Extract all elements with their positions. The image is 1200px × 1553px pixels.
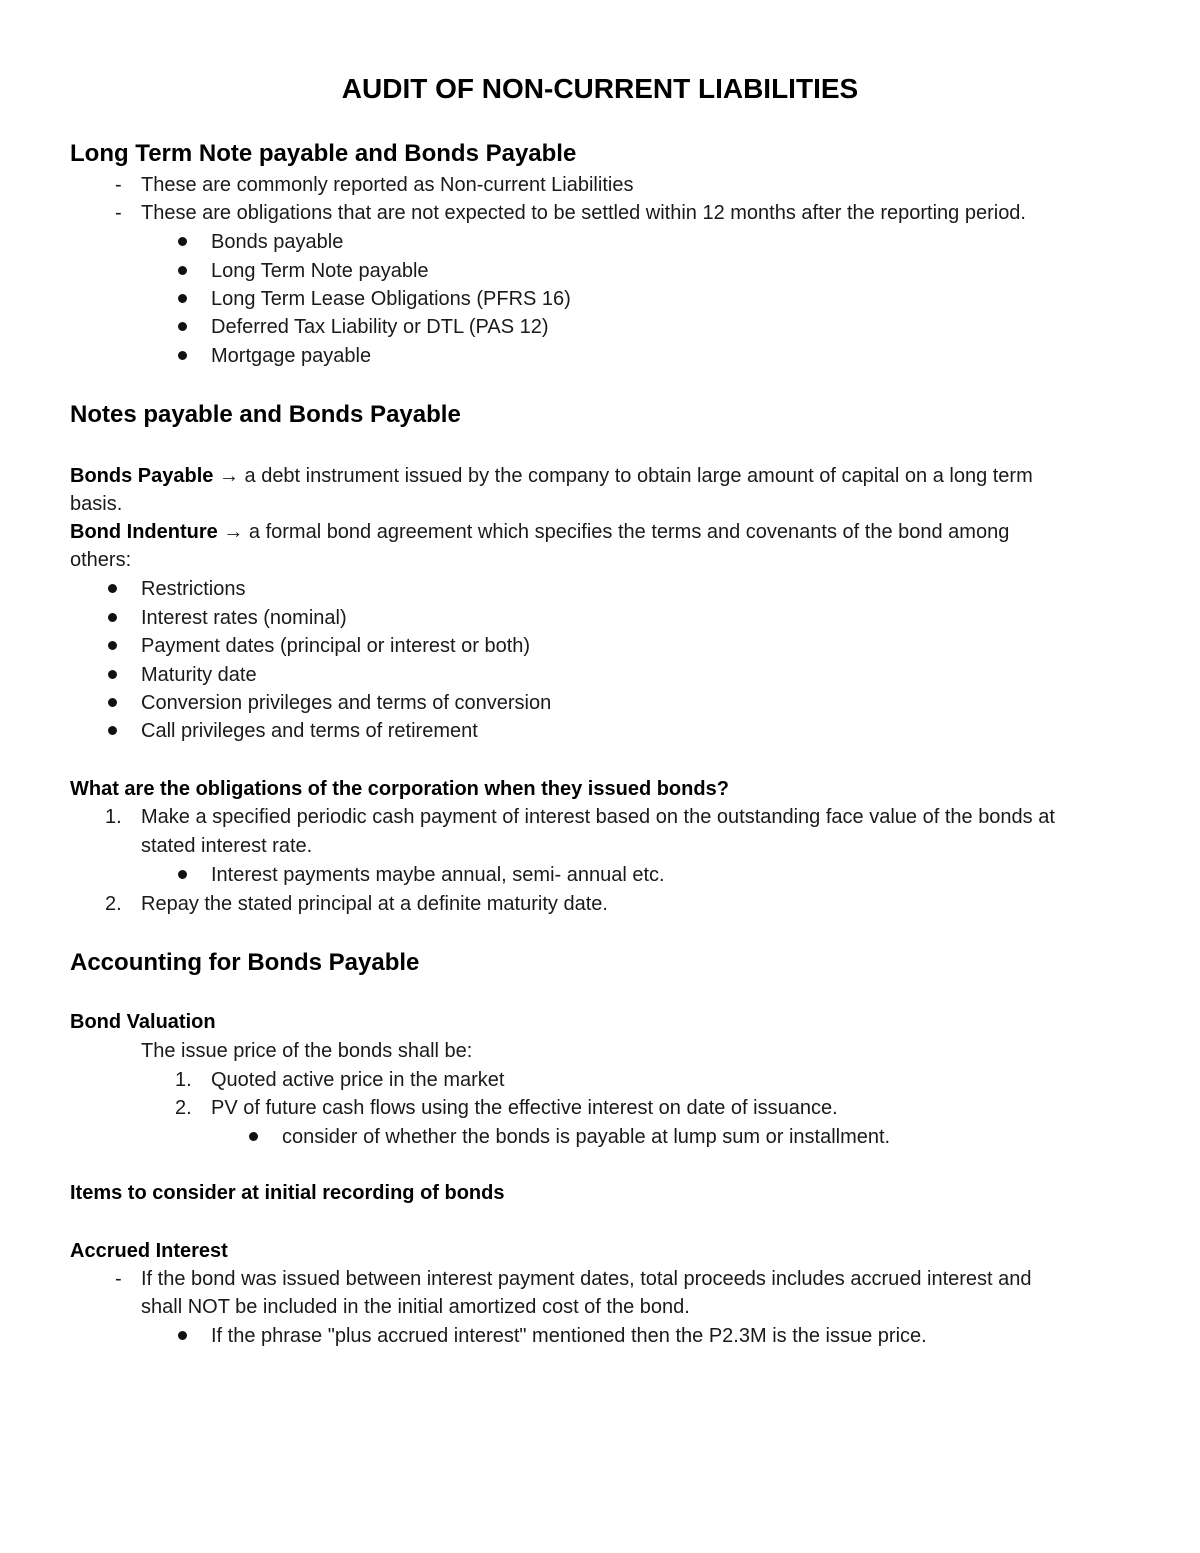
bullet-icon <box>178 266 187 275</box>
list-item: Conversion privileges and terms of conversion <box>141 692 552 714</box>
list-number: 1. <box>175 1069 192 1091</box>
dash-item: If the bond was issued between interest payment dates, total proceeds includes accrued interest and <box>141 1268 1032 1290</box>
numbered-item-continued: stated interest rate. <box>141 835 313 857</box>
subheading-bond-valuation: Bond Valuation <box>70 1011 216 1033</box>
dash-item: These are obligations that are not expected to be settled within 12 months after the reporting period. <box>141 202 1026 224</box>
list-number: 1. <box>105 806 122 828</box>
bullet-icon <box>178 294 187 303</box>
numbered-item: Quoted active price in the market <box>211 1069 505 1091</box>
list-item: If the phrase "plus accrued interest" mentioned then the P2.3M is the issue price. <box>211 1325 927 1347</box>
list-item: Long Term Lease Obligations (PFRS 16) <box>211 288 571 310</box>
subheading-initial-recording: Items to consider at initial recording of bonds <box>70 1182 505 1204</box>
list-item: Interest payments maybe annual, semi- annual etc. <box>211 864 665 886</box>
list-item: Payment dates (principal or interest or both) <box>141 635 531 657</box>
section-heading-accounting: Accounting for Bonds Payable <box>70 949 420 976</box>
document-title: AUDIT OF NON-CURRENT LIABILITIES <box>341 73 859 104</box>
dash-item-continued: shall NOT be included in the initial amortized cost of the bond. <box>141 1296 690 1318</box>
bullet-icon <box>178 870 187 879</box>
dash-marker: - <box>115 1268 122 1290</box>
definition-text-continued: others: <box>70 549 132 571</box>
bullet-icon <box>108 613 117 622</box>
definition-text: → a debt instrument issued by the company to obtain large amount of capital on a long term <box>218 465 1033 487</box>
definition-bond-indenture <box>70 520 1009 544</box>
definition-term: Bonds Payable <box>70 465 214 487</box>
dash-item: These are commonly reported as Non-current Liabilities <box>141 174 634 196</box>
definition-term: Bond Indenture <box>70 521 218 543</box>
question-heading: What are the obligations of the corporation when they issued bonds? <box>70 778 729 800</box>
list-number: 2. <box>175 1097 192 1119</box>
section-heading-long-term: Long Term Note payable and Bonds Payable <box>70 140 577 167</box>
list-item: consider of whether the bonds is payable at lump sum or installment. <box>282 1126 891 1148</box>
paragraph: The issue price of the bonds shall be: <box>141 1040 473 1062</box>
bullet-icon <box>108 670 117 679</box>
numbered-item: PV of future cash flows using the effective interest on date of issuance. <box>211 1097 838 1119</box>
bullet-icon <box>108 641 117 650</box>
dash-marker: - <box>115 202 122 224</box>
bullet-icon <box>178 351 187 360</box>
numbered-item: Repay the stated principal at a definite maturity date. <box>141 893 608 915</box>
bullet-icon <box>108 584 117 593</box>
list-item: Call privileges and terms of retirement <box>141 720 478 742</box>
dash-marker: - <box>115 174 122 196</box>
list-item: Restrictions <box>141 578 246 600</box>
list-item: Deferred Tax Liability or DTL (PAS 12) <box>211 316 549 338</box>
bullet-icon <box>178 322 187 331</box>
bullet-icon <box>249 1132 258 1141</box>
section-heading-notes-bonds: Notes payable and Bonds Payable <box>70 401 461 428</box>
list-number: 2. <box>105 893 122 915</box>
list-item: Bonds payable <box>211 231 344 253</box>
list-item: Long Term Note payable <box>211 260 429 282</box>
bullet-icon <box>108 698 117 707</box>
bullet-icon <box>178 1331 187 1340</box>
list-item: Interest rates (nominal) <box>141 607 347 629</box>
list-item: Maturity date <box>141 664 257 686</box>
subheading-accrued-interest: Accrued Interest <box>70 1240 228 1262</box>
bullet-icon <box>108 726 117 735</box>
numbered-item: Make a specified periodic cash payment of interest based on the outstanding face value of the bonds at <box>141 806 1055 828</box>
list-item: Mortgage payable <box>211 345 372 367</box>
definition-bonds-payable <box>70 464 1033 488</box>
bullet-icon <box>178 237 187 246</box>
definition-text-continued: basis. <box>70 493 123 515</box>
definition-text: → a formal bond agreement which specifies the terms and covenants of the bond among <box>223 521 1010 543</box>
